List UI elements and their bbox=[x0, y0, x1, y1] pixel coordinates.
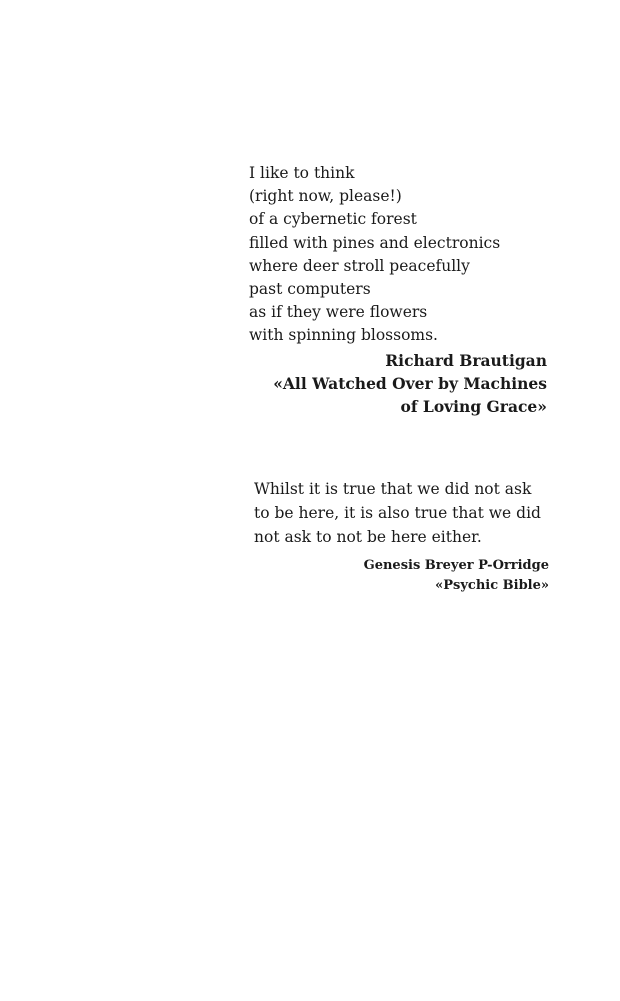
epigraph-quote bbox=[254, 477, 550, 595]
poem-line: I like to think bbox=[249, 164, 355, 182]
quote-attribution bbox=[254, 556, 549, 595]
epigraph-poem bbox=[249, 162, 549, 418]
poem-line: with spinning blossoms. bbox=[249, 326, 438, 345]
poem-author: Richard Brautigan bbox=[385, 350, 547, 370]
poem-line: past computers bbox=[249, 280, 371, 299]
poem-line: where deer stroll peacefully bbox=[249, 256, 470, 275]
poem-line: of a cybernetic forest bbox=[249, 210, 417, 229]
poem-line: as if they were flowers bbox=[249, 303, 428, 322]
quote-source: «Psychic Bible» bbox=[435, 577, 549, 593]
poem-line: (right now, please!) bbox=[249, 187, 402, 206]
poem-verse bbox=[249, 162, 549, 348]
poem-source-line: of Loving Grace» bbox=[400, 397, 547, 417]
quote-text: Whilst it is true that we did not ask to be here, it is also true that we did not ask to not be here either. bbox=[254, 480, 541, 546]
poem-attribution bbox=[249, 349, 547, 419]
quote-author: Genesis Breyer P-Orridge bbox=[363, 558, 549, 573]
poem-source-line: «All Watched Over by Machines bbox=[273, 373, 547, 393]
poem-line: filled with pines and electronics bbox=[249, 233, 501, 252]
